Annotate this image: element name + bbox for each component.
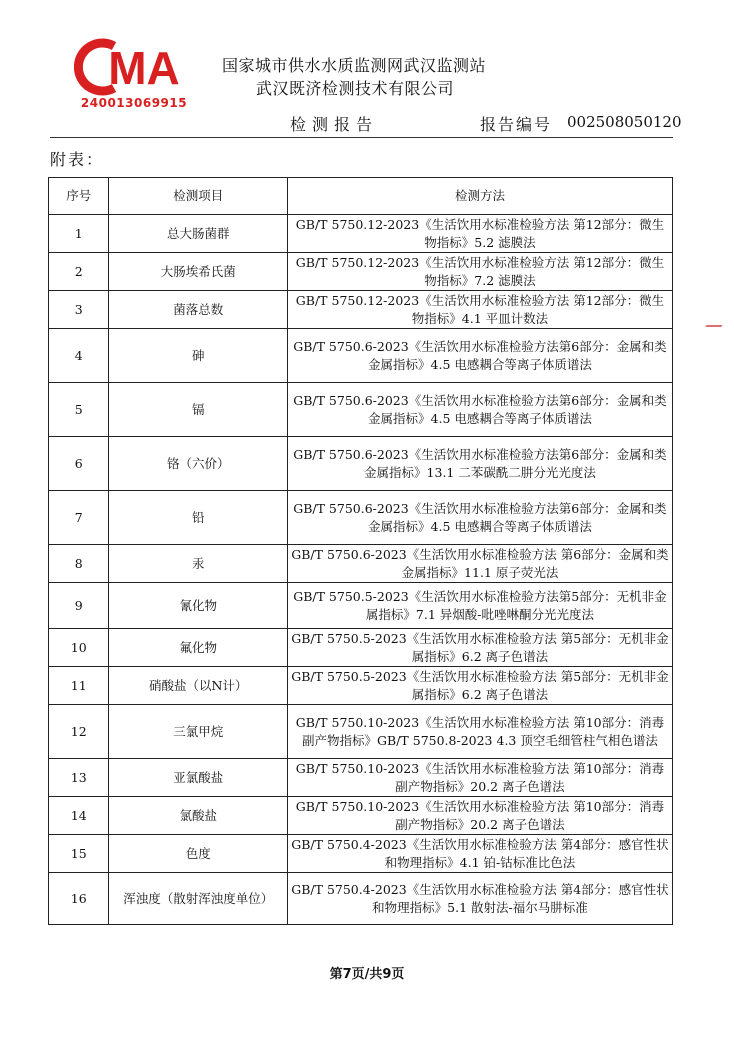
methods-table (48, 177, 673, 925)
test-method: GB/T 5750.6-2023《生活饮用水标准检验方法第6部分：金属和类金属指标》13.1 二苯碳酰二肼分光光度法 (287, 437, 672, 491)
header-no: 序号 (49, 178, 109, 215)
page-number: 第7页/共9页 (329, 967, 405, 982)
test-item: 砷 (109, 329, 287, 383)
appendix-label: 附表： (50, 150, 105, 169)
row-number: 14 (49, 797, 109, 835)
test-item: 氰化物 (109, 583, 287, 629)
test-item: 氟化物 (109, 629, 287, 667)
row-number: 6 (49, 437, 109, 491)
table-row (49, 835, 673, 873)
report-number: 002508050120 (567, 113, 682, 131)
header-divider (50, 137, 673, 138)
table-row (49, 383, 673, 437)
table-row (49, 667, 673, 705)
test-item: 浑浊度（散射浑浊度单位） (109, 873, 287, 925)
report-title: 检测报告 (290, 115, 379, 134)
table-row (49, 215, 673, 253)
table-row (49, 629, 673, 667)
test-item: 亚氯酸盐 (109, 759, 287, 797)
org-name-line1: 国家城市供水水质监测网武汉监测站 (222, 56, 487, 75)
table-row (49, 759, 673, 797)
test-method: GB/T 5750.12-2023《生活饮用水标准检验方法 第12部分：微生物指标》5.2 滤膜法 (287, 215, 672, 253)
test-method: GB/T 5750.10-2023《生活饮用水标准检验方法 第10部分：消毒副产物指标》20.2 离子色谱法 (287, 759, 672, 797)
table-row (49, 253, 673, 291)
row-number: 13 (49, 759, 109, 797)
test-method: GB/T 5750.6-2023《生活饮用水标准检验方法第6部分：金属和类金属指标》4.5 电感耦合等离子体质谱法 (287, 383, 672, 437)
test-method: GB/T 5750.5-2023《生活饮用水标准检验方法 第5部分：无机非金属指标》6.2 离子色谱法 (287, 629, 672, 667)
test-item: 氯酸盐 (109, 797, 287, 835)
table-row (49, 491, 673, 545)
row-number: 1 (49, 215, 109, 253)
table-row (49, 873, 673, 925)
row-number: 3 (49, 291, 109, 329)
header-method: 检测方法 (287, 178, 672, 215)
table-row (49, 583, 673, 629)
header-item: 检测项目 (109, 178, 287, 215)
row-number: 8 (49, 545, 109, 583)
test-method: GB/T 5750.10-2023《生活饮用水标准检验方法 第10部分：消毒副产物指标》20.2 离子色谱法 (287, 797, 672, 835)
row-number: 9 (49, 583, 109, 629)
test-method: GB/T 5750.10-2023《生活饮用水标准检验方法 第10部分：消毒副产物指标》GB/T 5750.8-2023 4.3 顶空毛细管柱气相色谱法 (287, 705, 672, 759)
row-number: 2 (49, 253, 109, 291)
test-method: GB/T 5750.5-2023《生活饮用水标准检验方法 第5部分：无机非金属指标》6.2 离子色谱法 (287, 667, 672, 705)
test-method: GB/T 5750.5-2023《生活饮用水标准检验方法第5部分：无机非金属指标》7.1 异烟酸-吡唑啉酮分光光度法 (287, 583, 672, 629)
test-method: GB/T 5750.4-2023《生活饮用水标准检验方法 第4部分：感官性状和物理指标》4.1 铂-钴标准比色法 (287, 835, 672, 873)
test-item: 汞 (109, 545, 287, 583)
test-item: 总大肠菌群 (109, 215, 287, 253)
test-item: 色度 (109, 835, 287, 873)
test-item: 三氯甲烷 (109, 705, 287, 759)
row-number: 7 (49, 491, 109, 545)
test-method: GB/T 5750.12-2023《生活饮用水标准检验方法 第12部分：微生物指标》7.2 滤膜法 (287, 253, 672, 291)
test-item: 菌落总数 (109, 291, 287, 329)
table-row (49, 705, 673, 759)
table-row (49, 437, 673, 491)
test-method: GB/T 5750.6-2023《生活饮用水标准检验方法第6部分：金属和类金属指标》4.5 电感耦合等离子体质谱法 (287, 491, 672, 545)
table-row (49, 797, 673, 835)
test-item: 铬（六价） (109, 437, 287, 491)
test-item: 铅 (109, 491, 287, 545)
row-number: 11 (49, 667, 109, 705)
test-method: GB/T 5750.12-2023《生活饮用水标准检验方法 第12部分：微生物指标》4.1 平皿计数法 (287, 291, 672, 329)
table-row (49, 545, 673, 583)
table-row (49, 329, 673, 383)
cma-logo-mark (74, 38, 190, 96)
test-method: GB/T 5750.4-2023《生活饮用水标准检验方法 第4部分：感官性状和物理指标》5.1 散射法-福尔马肼标准 (287, 873, 672, 925)
test-item: 大肠埃希氏菌 (109, 253, 287, 291)
seal-fragment (700, 330, 724, 460)
test-method: GB/T 5750.6-2023《生活饮用水标准检验方法第6部分：金属和类金属指标》4.5 电感耦合等离子体质谱法 (287, 329, 672, 383)
test-item: 硝酸盐（以N计） (109, 667, 287, 705)
test-method: GB/T 5750.6-2023《生活饮用水标准检验方法 第6部分：金属和类金属指标》11.1 原子荧光法 (287, 545, 672, 583)
org-name-line2: 武汉既济检测技术有限公司 (256, 79, 455, 98)
row-number: 10 (49, 629, 109, 667)
row-number: 5 (49, 383, 109, 437)
logo-number: 240013069915 (80, 96, 188, 110)
row-number: 15 (49, 835, 109, 873)
table-row (49, 291, 673, 329)
test-item: 镉 (109, 383, 287, 437)
row-number: 12 (49, 705, 109, 759)
cma-logo (74, 38, 190, 114)
row-number: 16 (49, 873, 109, 925)
table-header-row (49, 178, 673, 215)
report-number-label: 报告编号 (480, 115, 553, 134)
row-number: 4 (49, 329, 109, 383)
logo-letters: MA (108, 42, 180, 94)
